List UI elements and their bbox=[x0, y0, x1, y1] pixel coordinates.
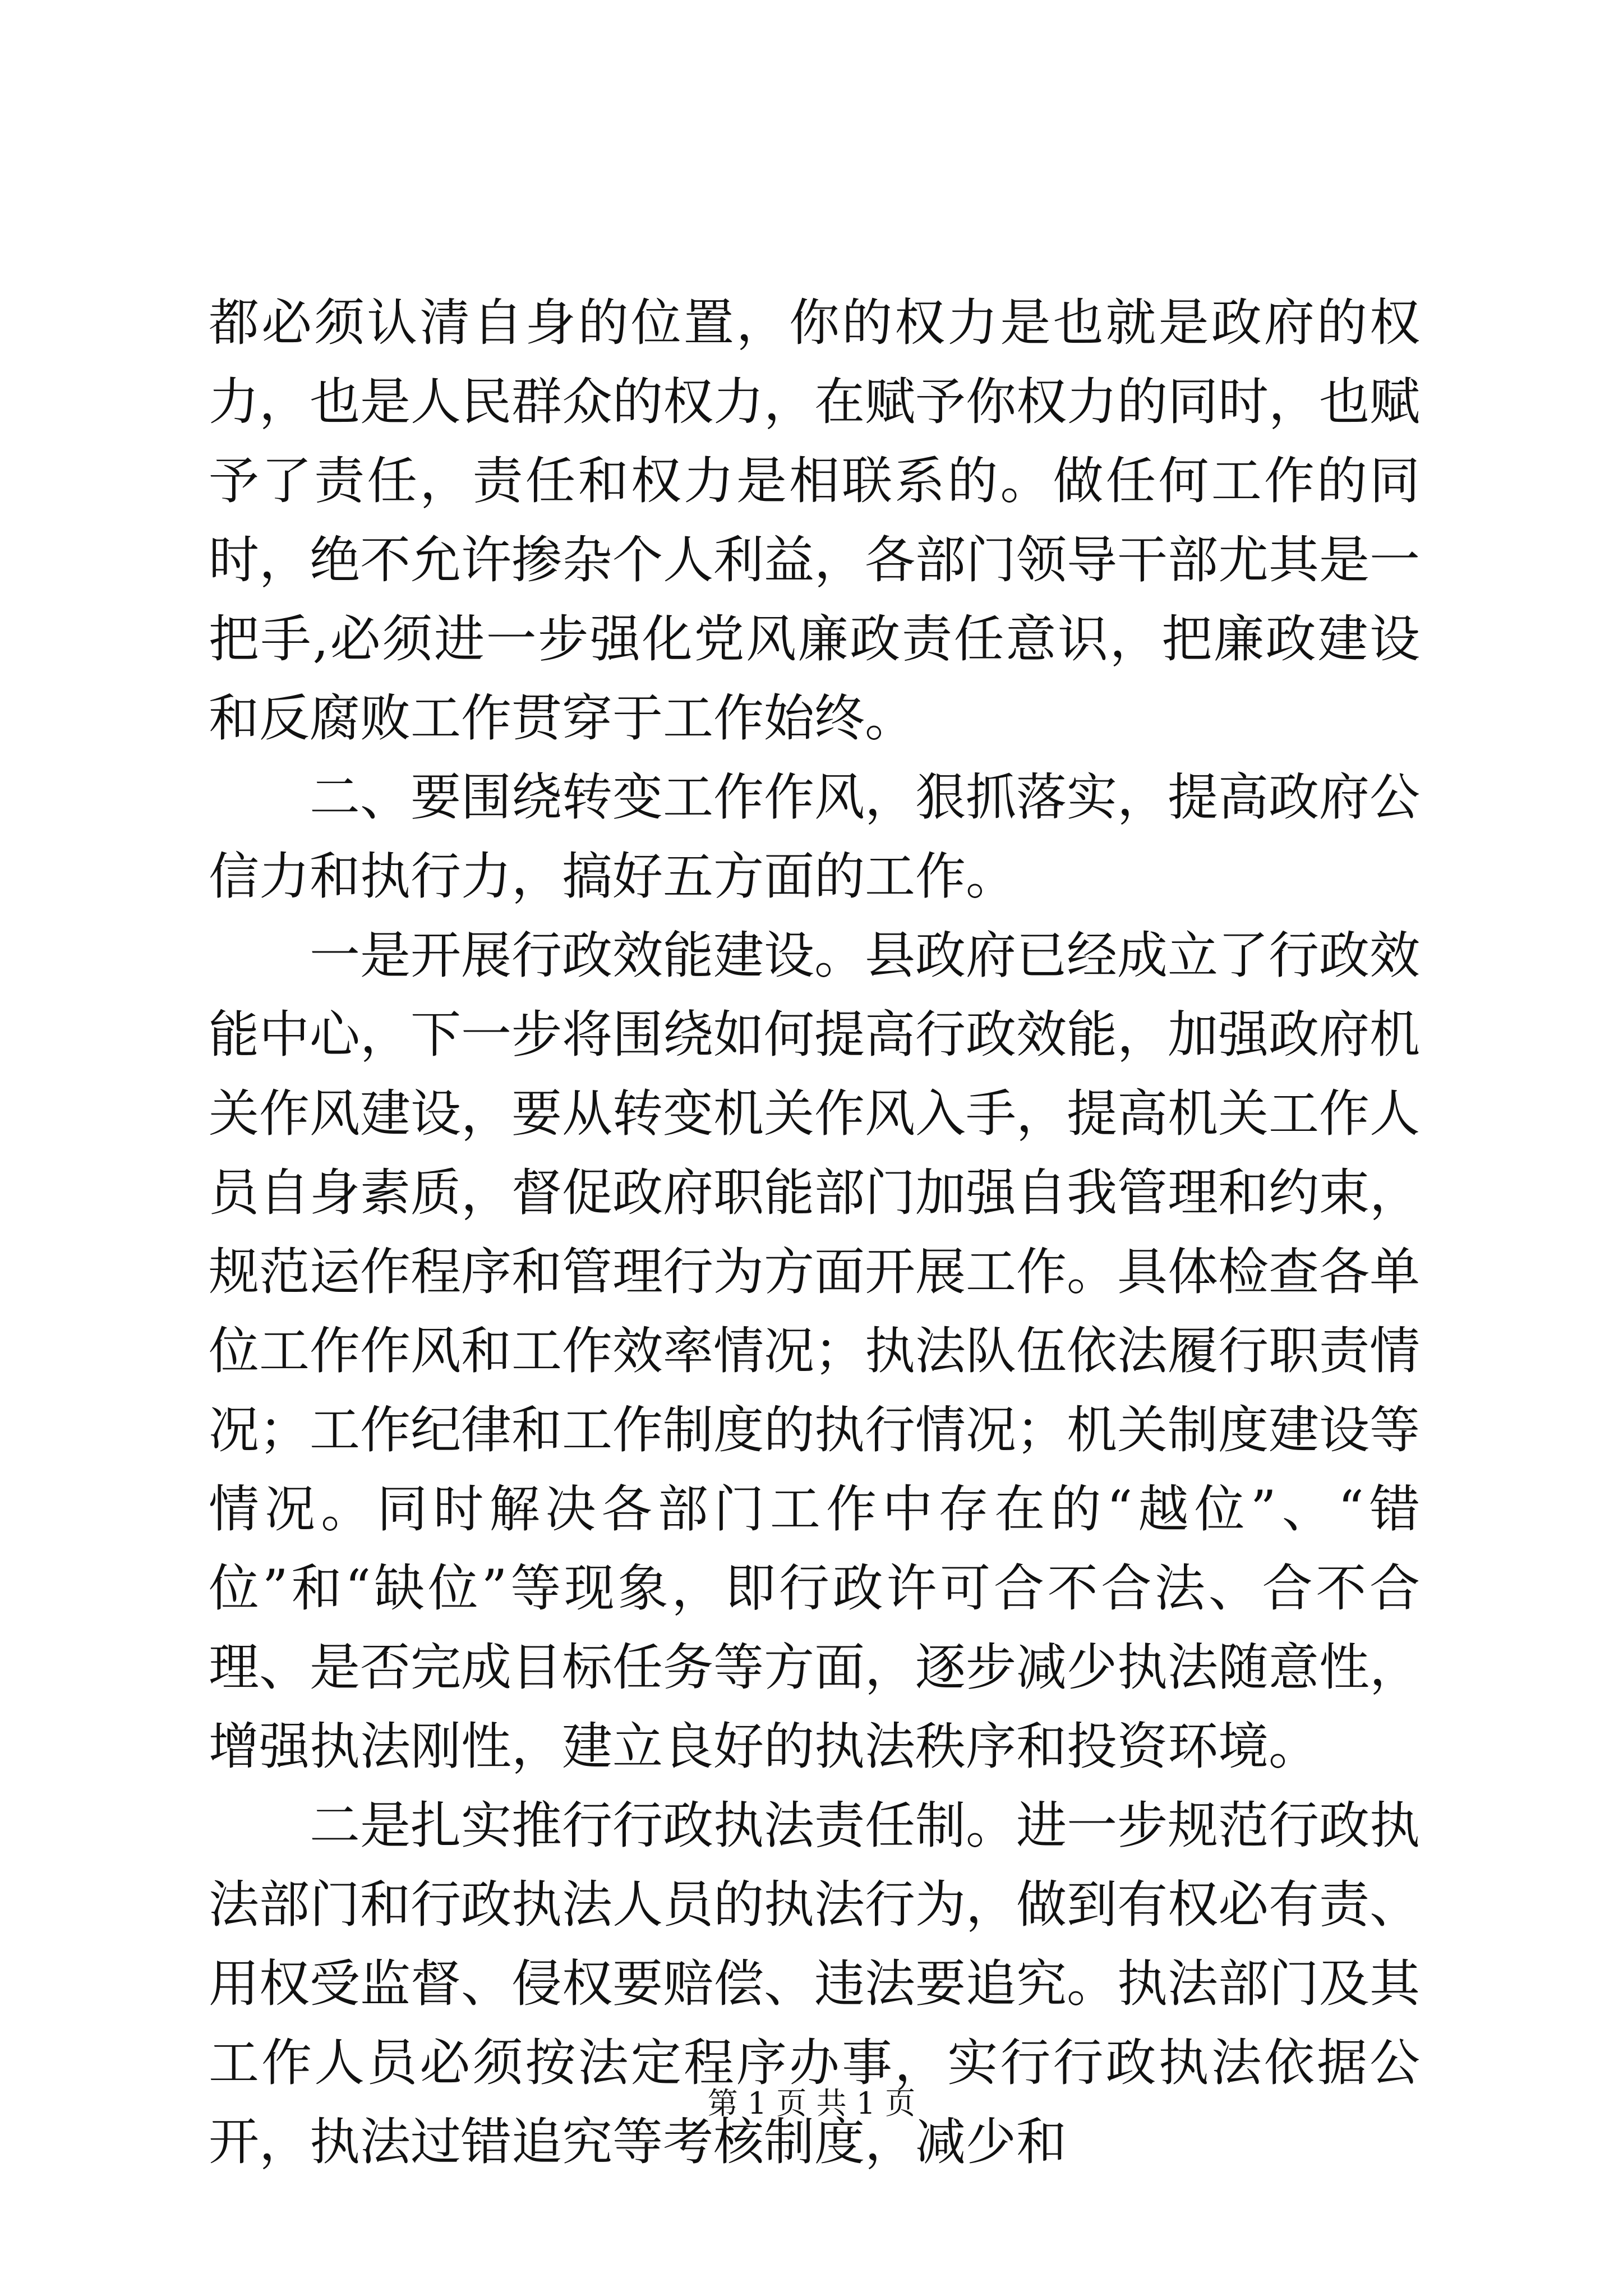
paragraph-item-two: 二是扎实推行行政执法责任制。进一步规范行政执法部门和行政执法人员的执法行为，做到有权必有责、用权受监督、侵权要赔偿、违法要追究。执法部门及其工作人员必须按法定程序办事，实行行政执法依据公开，执法过错追究等考核制度，减少和 bbox=[209, 1796, 1420, 2171]
paragraph-section-two: 二、要围绕转变工作作风，狠抓落实，提高政府公信力和执行力，搞好五方面的工作。 bbox=[209, 768, 1420, 906]
document-body bbox=[209, 283, 1420, 2182]
paragraph-continued: 都必须认清自身的位置，你的权力是也就是政府的权力，也是人民群众的权力，在赋予你权力的同时，也赋予了责任，责任和权力是相联系的。做任何工作的同时，绝不允许掺杂个人利益，各部门领导干部尤其是一把手,必须进一步强化党风廉政责任意识，把廉政建设和反腐败工作贯穿于工作始终。 bbox=[209, 293, 1420, 748]
page-footer: 第 1 页 共 1 页 bbox=[707, 2086, 916, 2121]
paragraph-item-one: 一是开展行政效能建设。县政府已经成立了行政效能中心，下一步将围绕如何提高行政效能，加强政府机关作风建设，要从转变机关作风入手，提高机关工作人员自身素质，督促政府职能部门加强自我管理和约束，规范运作程序和管理行为方面开展工作。具体检查各单位工作作风和工作效率情况；执法队伍依法履行职责情况；工作纪律和工作制度的执行情况；机关制度建设等情况。同时解决各部门工作中存在的“越位”、“错位”和“缺位”等现象，即行政许可合不合法、合不合理、是否完成目标任务等方面，逐步减少执法随意性，增强执法刚性，建立良好的执法秩序和投资环境。 bbox=[209, 926, 1420, 1776]
